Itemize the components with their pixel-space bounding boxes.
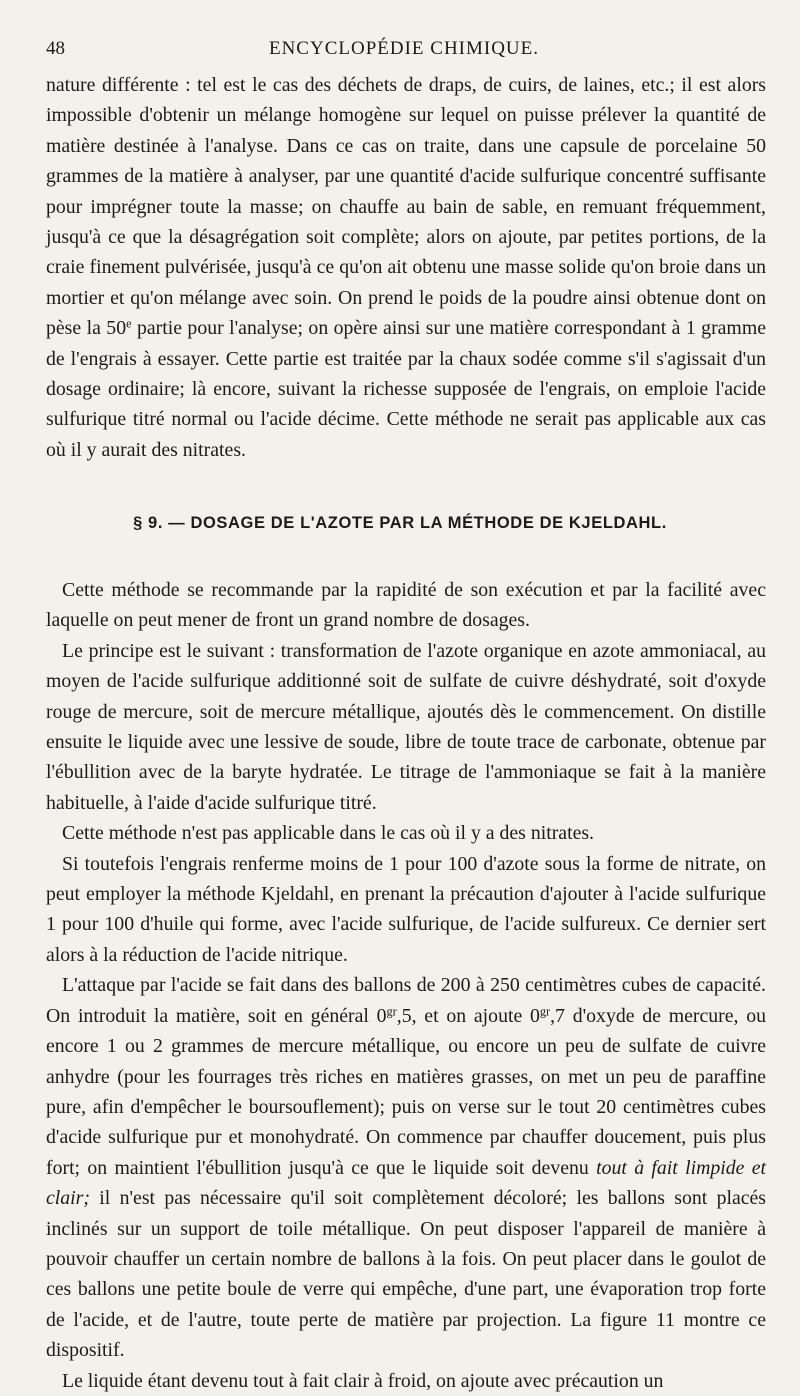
paragraph: Cette méthode n'est pas applicable dans le cas où il y a des nitrates.	[62, 822, 594, 845]
paragraph: Si toutefois l'engrais renferme moins de 1 pour 100 d'azote sous la forme de nitrate, on peut employer la méthode Kjeldahl, en prenant la précaution d'ajouter à l'acide sulfurique 1 pour 100 d'huile qui forme, avec l'acide sulfurique, de l'acide sulfureux. Ce dernier sert alors à la réduction de l'acide nitrique.	[46, 852, 766, 966]
paragraph: Le principe est le suivant : transformation de l'azote organique en azote ammoniacal, au moyen de l'acide sulfurique additionné soit de sulfate de cuivre déshydraté, soit d'oxyde rouge de mercure, soit de mercure métallique, ajoutés dès le commencement. On distille ensuite le liquide avec une lessive de soude, libre de toute trace de carbonate, obtenue par l'ébullition avec de la baryte hydratée. Le titrage de l'ammoniaque se fait à la manière habituelle, à l'aide d'acide sulfurique titré.	[46, 639, 766, 814]
page-header	[46, 38, 762, 68]
page-number: 48	[46, 38, 65, 59]
superscript-gr: gr	[539, 1003, 551, 1018]
text-block-bottom	[46, 575, 766, 1396]
paragraph: Cette méthode se recommande par la rapidité de son exécution et par la facilité avec laquelle on peut mener de front un grand nombre de dosages.	[46, 579, 766, 632]
superscript-e: e	[126, 316, 132, 331]
last-line: Le liquide étant devenu tout à fait clair à froid, on ajoute avec précaution un	[62, 1369, 664, 1392]
text-block-top	[46, 70, 766, 465]
italic-phrase: tout à fait limpide et clair;	[46, 1156, 767, 1210]
attack-paragraph: L'attaque par l'acide se fait dans des ballons de 200 à 250 centimètres cubes de capacité. On introduit la matière, soit en général $0^{gr},5$, et on ajoute $0^{gr},7$ d'oxyde de mercure, ou encore 1 ou 2 grammes de mercure métallique, ou encore un peu de sulfate de cuivre anhydre (pour les fourrages très riches en matières grasses, on met un peu de paraffine pure, afin d'empêcher le boursouflement); puis on verse sur le tout 20 centimètres cubes d'acide sulfurique pur et monohydraté. On commence par chauffer doucement, puis plus fort; on maintient l'ébullition jusqu'à ce que le liquide soit devenu tout à fait limpide et clair; il n'est pas nécessaire qu'il soit complètement décoloré; les ballons sont placés inclinés sur un support de toile métallique. On peut disposer l'appareil de manière à pouvoir chauffer un certain nombre de ballons à la fois. On peut placer dans le goulot de ces ballons une petite boule de verre qui empêche, d'une part, une évaporation trop forte de l'acide, et de l'autre, toute perte de matière par projection. La figure 11 montre ce dispositif.	[46, 974, 767, 1362]
superscript-gr: gr	[386, 1003, 397, 1018]
running-head: ENCYCLOPÉDIE CHIMIQUE.	[268, 38, 540, 59]
section-title: § 9. — DOSAGE DE L'AZOTE PAR LA MÉTHODE DE KJELDAHL.	[133, 514, 667, 532]
continued-paragraph: nature différente : tel est le cas des déchets de draps, de cuirs, de laines, etc.; il est alors impossible d'obtenir un mélange homogène sur lequel on puisse prélever la quantité de matière destinée à l'analyse. Dans ce cas on traite, dans une capsule de porcelaine 50 grammes de la matière à analyser, par une quantité d'acide sulfurique concentré suffisante pour imprégner toute la masse; on chauffe au bain de sable, en remuant fréquemment, jusqu'à ce que la désagrégation soit complète; alors on ajoute, par petites portions, de la craie finement pulvérisée, jusqu'à ce qu'on ait obtenu une masse solide qu'on broie dans un mortier et qu'on mélange avec soin. On prend le poids de la poudre ainsi obtenue dont on pèse la 50e partie pour l'analyse; on opère ainsi sur une matière correspondant à 1 gramme de l'engrais à essayer. Cette partie est traitée par la chaux sodée comme s'il s'agissait d'un dosage ordinaire; là encore, suivant la richesse supposée de l'engrais, on emploie l'acide sulfurique titré normal ou l'acide décime. Cette méthode ne serait pas applicable aux cas où il y aurait des nitrates.	[46, 74, 766, 461]
